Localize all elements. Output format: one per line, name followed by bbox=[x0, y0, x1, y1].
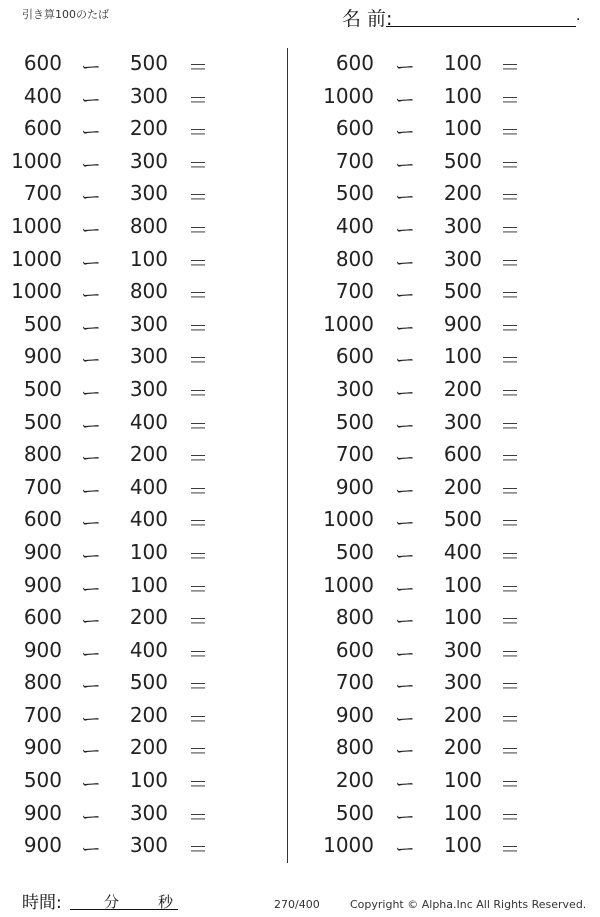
subtrahend: 100 bbox=[443, 344, 482, 369]
subtrahend: 200 bbox=[443, 474, 482, 499]
equals-sign: ＝ bbox=[188, 609, 208, 634]
minus-sign: ー bbox=[395, 837, 415, 862]
minus-sign: ー bbox=[81, 804, 101, 829]
minuend: 700 bbox=[23, 181, 62, 206]
minuend: 300 bbox=[335, 376, 374, 401]
minus-sign: ー bbox=[81, 185, 101, 210]
subtrahend: 500 bbox=[129, 670, 168, 695]
problem-row bbox=[312, 635, 572, 668]
subtrahend: 500 bbox=[443, 148, 482, 173]
minus-sign: ー bbox=[81, 641, 101, 666]
equals-sign: ＝ bbox=[188, 250, 208, 275]
minuend: 1000 bbox=[11, 279, 62, 304]
minus-sign: ー bbox=[395, 706, 415, 731]
minuend: 900 bbox=[23, 539, 62, 564]
problem-row bbox=[0, 439, 260, 472]
minus-sign: ー bbox=[81, 283, 101, 308]
minuend: 900 bbox=[23, 572, 62, 597]
minus-sign: ー bbox=[81, 87, 101, 112]
problem-row bbox=[0, 374, 260, 407]
minuend: 900 bbox=[23, 800, 62, 825]
problem-row bbox=[0, 798, 260, 831]
minuend: 500 bbox=[23, 409, 62, 434]
problem-row bbox=[0, 211, 260, 244]
minus-sign: ー bbox=[395, 315, 415, 340]
minuend: 200 bbox=[335, 768, 374, 793]
minus-sign: ー bbox=[395, 478, 415, 503]
subtrahend: 500 bbox=[443, 279, 482, 304]
minus-sign: ー bbox=[81, 380, 101, 405]
minus-sign: ー bbox=[395, 511, 415, 536]
problem-row bbox=[312, 798, 572, 831]
minuend: 500 bbox=[335, 181, 374, 206]
subtrahend: 800 bbox=[129, 279, 168, 304]
minuend: 900 bbox=[335, 474, 374, 499]
problem-row bbox=[312, 113, 572, 146]
worksheet-title: 引き算100のたば bbox=[22, 8, 109, 21]
subtrahend: 100 bbox=[443, 768, 482, 793]
minuend: 900 bbox=[335, 702, 374, 727]
minus-sign: ー bbox=[395, 55, 415, 79]
time-label: 時間: bbox=[22, 893, 62, 913]
minuend: 900 bbox=[23, 833, 62, 858]
minus-sign: ー bbox=[395, 609, 415, 634]
problem-row bbox=[312, 570, 572, 603]
equals-sign: ＝ bbox=[188, 804, 208, 829]
subtrahend: 300 bbox=[443, 409, 482, 434]
equals-sign: ＝ bbox=[500, 609, 520, 634]
minus-sign: ー bbox=[81, 511, 101, 536]
minus-sign: ー bbox=[81, 739, 101, 764]
subtrahend: 300 bbox=[129, 833, 168, 858]
minus-sign: ー bbox=[81, 576, 101, 601]
subtrahend: 200 bbox=[129, 116, 168, 141]
equals-sign: ＝ bbox=[188, 478, 208, 503]
equals-sign: ＝ bbox=[500, 380, 520, 405]
minuend: 700 bbox=[23, 702, 62, 727]
problem-row bbox=[0, 602, 260, 635]
subtrahend: 200 bbox=[129, 735, 168, 760]
right-problem-column bbox=[312, 48, 572, 863]
name-field[interactable] bbox=[386, 26, 576, 27]
subtrahend: 900 bbox=[443, 311, 482, 336]
subtrahend: 200 bbox=[443, 376, 482, 401]
minuend: 1000 bbox=[323, 833, 374, 858]
problem-row bbox=[312, 667, 572, 700]
problem-row bbox=[0, 830, 260, 863]
equals-sign: ＝ bbox=[188, 217, 208, 242]
equals-sign: ＝ bbox=[500, 185, 520, 210]
equals-sign: ＝ bbox=[188, 185, 208, 210]
problem-row bbox=[0, 635, 260, 668]
equals-sign: ＝ bbox=[500, 511, 520, 536]
problem-row bbox=[0, 700, 260, 733]
problem-row bbox=[312, 407, 572, 440]
minuend: 900 bbox=[23, 344, 62, 369]
minuend: 900 bbox=[23, 637, 62, 662]
problem-row bbox=[0, 81, 260, 114]
minuend: 600 bbox=[335, 116, 374, 141]
minuend: 1000 bbox=[323, 83, 374, 108]
minuend: 600 bbox=[23, 51, 62, 75]
name-label: 名 前: bbox=[342, 8, 393, 30]
equals-sign: ＝ bbox=[500, 641, 520, 666]
minus-sign: ー bbox=[81, 120, 101, 145]
problem-row bbox=[0, 146, 260, 179]
subtrahend: 200 bbox=[129, 605, 168, 630]
problem-row bbox=[0, 113, 260, 146]
equals-sign: ＝ bbox=[188, 348, 208, 373]
equals-sign: ＝ bbox=[500, 413, 520, 438]
name-end-dot: . bbox=[576, 8, 581, 24]
problem-row bbox=[312, 146, 572, 179]
minutes-label: 分 bbox=[104, 893, 120, 911]
subtrahend: 300 bbox=[129, 311, 168, 336]
minuend: 500 bbox=[23, 311, 62, 336]
subtrahend: 400 bbox=[129, 409, 168, 434]
minuend: 1000 bbox=[323, 572, 374, 597]
problem-row bbox=[0, 472, 260, 505]
problem-row bbox=[312, 244, 572, 277]
minus-sign: ー bbox=[395, 380, 415, 405]
subtrahend: 100 bbox=[129, 246, 168, 271]
minuend: 500 bbox=[335, 539, 374, 564]
equals-sign: ＝ bbox=[188, 380, 208, 405]
equals-sign: ＝ bbox=[188, 641, 208, 666]
minuend: 1000 bbox=[11, 213, 62, 238]
minus-sign: ー bbox=[395, 152, 415, 177]
problem-row bbox=[0, 667, 260, 700]
subtrahend: 300 bbox=[129, 148, 168, 173]
problem-row bbox=[0, 341, 260, 374]
problem-row bbox=[312, 309, 572, 342]
minus-sign: ー bbox=[395, 543, 415, 568]
minus-sign: ー bbox=[395, 413, 415, 438]
problem-row bbox=[0, 407, 260, 440]
problem-row bbox=[0, 570, 260, 603]
subtrahend: 100 bbox=[443, 116, 482, 141]
minus-sign: ー bbox=[81, 674, 101, 699]
subtrahend: 300 bbox=[443, 246, 482, 271]
equals-sign: ＝ bbox=[188, 543, 208, 568]
equals-sign: ＝ bbox=[500, 283, 520, 308]
minus-sign: ー bbox=[395, 674, 415, 699]
equals-sign: ＝ bbox=[188, 413, 208, 438]
minuend: 900 bbox=[23, 735, 62, 760]
subtrahend: 600 bbox=[443, 442, 482, 467]
equals-sign: ＝ bbox=[500, 120, 520, 145]
equals-sign: ＝ bbox=[188, 152, 208, 177]
minus-sign: ー bbox=[395, 641, 415, 666]
minuend: 600 bbox=[23, 116, 62, 141]
problem-row bbox=[312, 537, 572, 570]
problem-row bbox=[312, 504, 572, 537]
problem-row bbox=[312, 602, 572, 635]
problem-row bbox=[312, 472, 572, 505]
problem-row bbox=[0, 537, 260, 570]
minus-sign: ー bbox=[81, 348, 101, 373]
equals-sign: ＝ bbox=[500, 55, 520, 79]
subtrahend: 800 bbox=[129, 213, 168, 238]
minus-sign: ー bbox=[81, 446, 101, 471]
equals-sign: ＝ bbox=[500, 674, 520, 699]
left-problem-column bbox=[0, 48, 260, 863]
problem-row bbox=[312, 732, 572, 765]
problem-row bbox=[312, 81, 572, 114]
problem-row bbox=[0, 732, 260, 765]
problem-row bbox=[312, 211, 572, 244]
minus-sign: ー bbox=[81, 55, 101, 79]
equals-sign: ＝ bbox=[188, 706, 208, 731]
equals-sign: ＝ bbox=[500, 543, 520, 568]
minus-sign: ー bbox=[395, 250, 415, 275]
minus-sign: ー bbox=[81, 609, 101, 634]
equals-sign: ＝ bbox=[500, 837, 520, 862]
minuend: 700 bbox=[335, 279, 374, 304]
equals-sign: ＝ bbox=[188, 315, 208, 340]
minus-sign: ー bbox=[395, 576, 415, 601]
minus-sign: ー bbox=[81, 837, 101, 862]
subtrahend: 100 bbox=[443, 833, 482, 858]
problem-row bbox=[0, 504, 260, 537]
minuend: 1000 bbox=[11, 246, 62, 271]
subtrahend: 300 bbox=[129, 800, 168, 825]
equals-sign: ＝ bbox=[500, 739, 520, 764]
minus-sign: ー bbox=[81, 217, 101, 242]
problem-row bbox=[312, 341, 572, 374]
equals-sign: ＝ bbox=[188, 55, 208, 79]
subtrahend: 400 bbox=[129, 637, 168, 662]
minuend: 500 bbox=[335, 409, 374, 434]
equals-sign: ＝ bbox=[500, 804, 520, 829]
equals-sign: ＝ bbox=[188, 87, 208, 112]
problem-row bbox=[0, 244, 260, 277]
minus-sign: ー bbox=[395, 348, 415, 373]
equals-sign: ＝ bbox=[500, 348, 520, 373]
equals-sign: ＝ bbox=[500, 315, 520, 340]
minuend: 700 bbox=[335, 442, 374, 467]
minus-sign: ー bbox=[81, 152, 101, 177]
seconds-label: 秒 bbox=[158, 893, 174, 911]
minus-sign: ー bbox=[395, 446, 415, 471]
subtrahend: 300 bbox=[129, 83, 168, 108]
minus-sign: ー bbox=[81, 413, 101, 438]
subtrahend: 200 bbox=[443, 735, 482, 760]
equals-sign: ＝ bbox=[188, 837, 208, 862]
minus-sign: ー bbox=[81, 315, 101, 340]
minus-sign: ー bbox=[395, 772, 415, 797]
subtrahend: 300 bbox=[443, 637, 482, 662]
minuend: 600 bbox=[23, 605, 62, 630]
subtrahend: 300 bbox=[129, 181, 168, 206]
subtrahend: 100 bbox=[129, 768, 168, 793]
minus-sign: ー bbox=[395, 120, 415, 145]
minuend: 600 bbox=[335, 51, 374, 75]
equals-sign: ＝ bbox=[188, 739, 208, 764]
subtrahend: 200 bbox=[443, 702, 482, 727]
minuend: 800 bbox=[23, 670, 62, 695]
equals-sign: ＝ bbox=[188, 674, 208, 699]
minuend: 1000 bbox=[323, 311, 374, 336]
subtrahend: 100 bbox=[443, 800, 482, 825]
minuend: 500 bbox=[335, 800, 374, 825]
subtrahend: 200 bbox=[129, 702, 168, 727]
minus-sign: ー bbox=[395, 283, 415, 308]
subtrahend: 100 bbox=[443, 572, 482, 597]
equals-sign: ＝ bbox=[500, 706, 520, 731]
minus-sign: ー bbox=[395, 739, 415, 764]
page-number: 270/400 bbox=[274, 898, 320, 911]
subtrahend: 200 bbox=[443, 181, 482, 206]
minus-sign: ー bbox=[395, 185, 415, 210]
subtrahend: 100 bbox=[129, 572, 168, 597]
problem-row bbox=[312, 276, 572, 309]
minus-sign: ー bbox=[395, 804, 415, 829]
subtrahend: 300 bbox=[443, 670, 482, 695]
equals-sign: ＝ bbox=[500, 576, 520, 601]
equals-sign: ＝ bbox=[188, 446, 208, 471]
subtrahend: 300 bbox=[129, 344, 168, 369]
subtrahend: 400 bbox=[129, 507, 168, 532]
minuend: 600 bbox=[23, 507, 62, 532]
equals-sign: ＝ bbox=[500, 478, 520, 503]
equals-sign: ＝ bbox=[500, 87, 520, 112]
minuend: 400 bbox=[23, 83, 62, 108]
minuend: 800 bbox=[335, 246, 374, 271]
equals-sign: ＝ bbox=[500, 772, 520, 797]
minuend: 700 bbox=[335, 670, 374, 695]
subtrahend: 300 bbox=[129, 376, 168, 401]
minus-sign: ー bbox=[81, 706, 101, 731]
copyright-notice: Copyright © Alpha.Inc All Rights Reserved. bbox=[350, 898, 587, 911]
problem-row bbox=[312, 439, 572, 472]
equals-sign: ＝ bbox=[188, 283, 208, 308]
column-divider bbox=[287, 48, 288, 863]
minus-sign: ー bbox=[81, 772, 101, 797]
subtrahend: 400 bbox=[443, 539, 482, 564]
equals-sign: ＝ bbox=[188, 511, 208, 536]
minus-sign: ー bbox=[395, 87, 415, 112]
equals-sign: ＝ bbox=[500, 152, 520, 177]
problem-row bbox=[312, 765, 572, 798]
minuend: 400 bbox=[335, 213, 374, 238]
minuend: 500 bbox=[23, 376, 62, 401]
minuend: 600 bbox=[335, 344, 374, 369]
problem-row bbox=[0, 178, 260, 211]
problem-row bbox=[312, 700, 572, 733]
subtrahend: 300 bbox=[443, 213, 482, 238]
problem-row bbox=[0, 309, 260, 342]
problem-row bbox=[312, 374, 572, 407]
problem-row bbox=[0, 765, 260, 798]
problem-row bbox=[312, 178, 572, 211]
subtrahend: 500 bbox=[129, 51, 168, 75]
equals-sign: ＝ bbox=[188, 120, 208, 145]
problem-row bbox=[312, 48, 572, 81]
minuend: 600 bbox=[335, 637, 374, 662]
equals-sign: ＝ bbox=[500, 217, 520, 242]
minus-sign: ー bbox=[81, 250, 101, 275]
equals-sign: ＝ bbox=[500, 250, 520, 275]
minuend: 700 bbox=[335, 148, 374, 173]
subtrahend: 400 bbox=[129, 474, 168, 499]
minuend: 700 bbox=[23, 474, 62, 499]
minus-sign: ー bbox=[81, 478, 101, 503]
problem-row bbox=[312, 830, 572, 863]
subtrahend: 100 bbox=[443, 605, 482, 630]
equals-sign: ＝ bbox=[188, 576, 208, 601]
subtrahend: 500 bbox=[443, 507, 482, 532]
problem-row bbox=[0, 276, 260, 309]
minuend: 1000 bbox=[323, 507, 374, 532]
problem-row bbox=[0, 48, 260, 81]
minuend: 800 bbox=[23, 442, 62, 467]
minuend: 800 bbox=[335, 735, 374, 760]
minus-sign: ー bbox=[81, 543, 101, 568]
subtrahend: 100 bbox=[129, 539, 168, 564]
minus-sign: ー bbox=[395, 217, 415, 242]
subtrahend: 100 bbox=[443, 83, 482, 108]
minuend: 500 bbox=[23, 768, 62, 793]
subtrahend: 100 bbox=[443, 51, 482, 75]
minuend: 800 bbox=[335, 605, 374, 630]
minuend: 1000 bbox=[11, 148, 62, 173]
equals-sign: ＝ bbox=[500, 446, 520, 471]
subtrahend: 200 bbox=[129, 442, 168, 467]
equals-sign: ＝ bbox=[188, 772, 208, 797]
